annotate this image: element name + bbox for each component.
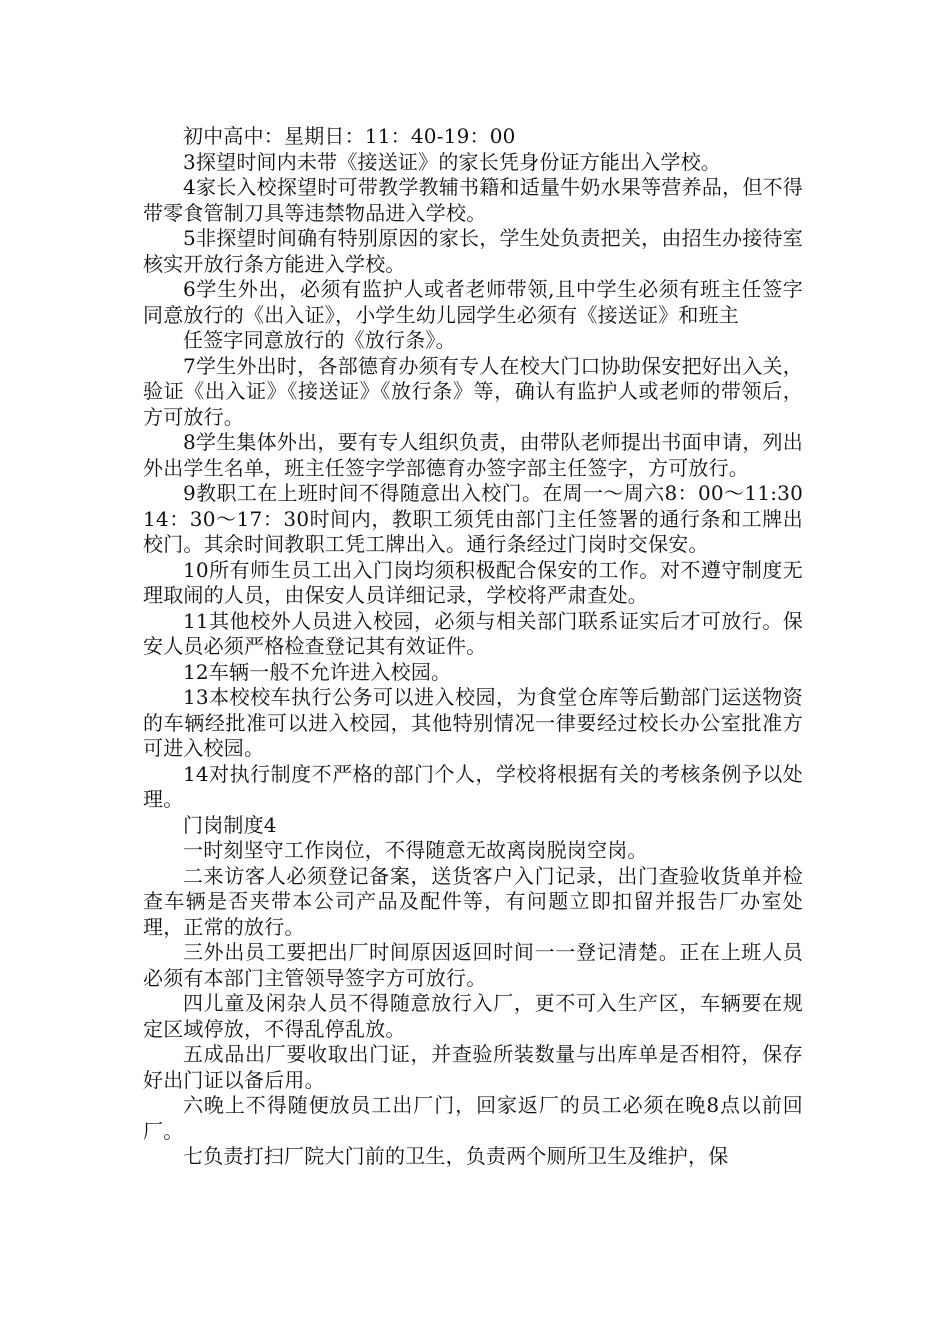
paragraph-rule-4: 4家长入校探望时可带教学教辅书籍和适量牛奶水果等营养品，但不得带零食管制刀具等违禁物品进入学校。 bbox=[143, 175, 803, 225]
paragraph-rule-12: 12车辆一般不允许进入校园。 bbox=[183, 659, 452, 684]
paragraph-rule-10: 10所有师生员工出入门岗均须积极配合保安的工作。对不遵守制度无理取闹的人员，由保安人员详细记录，学校将严肃查处。 bbox=[143, 557, 803, 607]
section-heading: 门岗制度4 bbox=[183, 812, 277, 837]
paragraph-visit-hours: 初中高中：星期日：11：40-19：00 bbox=[183, 124, 516, 148]
paragraph-rule-3: 3探望时间内未带《接送证》的家长凭身份证方能出入学校。 bbox=[183, 149, 722, 174]
paragraph-rule-7: 7学生外出时，各部德育办须有专人在校大门口协助保安把好出入关，验证《出入证》《接送证》《放行条》等，确认有监护人或老师的带领后，方可放行。 bbox=[143, 353, 803, 429]
paragraph-item-3: 三外出员工要把出厂时间原因返回时间一一登记清楚。正在上班人员必须有本部门主管领导签字方可放行。 bbox=[143, 940, 803, 990]
paragraph-item-5: 五成品出厂要收取出门证，并查验所装数量与出库单是否相符，保存好出门证以备后用。 bbox=[143, 1042, 803, 1092]
paragraph-rule-5: 5非探望时间确有特别原因的家长，学生处负责把关，由招生办接待室核实开放行条方能进入学校。 bbox=[143, 226, 803, 276]
paragraph-rule-14: 14对执行制度不严格的部门个人，学校将根据有关的考核条例予以处理。 bbox=[143, 761, 803, 811]
paragraph-item-7: 七负责打扫厂院大门前的卫生，负责两个厕所卫生及维护，保 bbox=[183, 1144, 729, 1168]
paragraph-rule-9: 9教职工在上班时间不得随意出入校门。在周一～周六8：00～11:3014：30～17：30时间内，教职工须凭由部门主任签署的通行条和工牌出校门。其余时间教职工凭工牌出入。通行条经过门岗时交保安。 bbox=[143, 481, 803, 556]
paragraph-rule-11: 11其他校外人员进入校园，必须与相关部门联系证实后才可放行。保安人员必须严格检查登记其有效证件。 bbox=[143, 608, 803, 658]
paragraph-item-1: 一时刻坚守工作岗位，不得随意无故离岗脱岗空岗。 bbox=[183, 838, 648, 862]
paragraph-rule-6-cont: 任签字同意放行的《放行条》。 bbox=[183, 328, 456, 352]
paragraph-rule-8: 8学生集体外出，要有专人组织负责，由带队老师提出书面申请，列出外出学生名单，班主任签字学部德育办签字部主任签字，方可放行。 bbox=[143, 430, 803, 480]
document-body bbox=[143, 124, 803, 1170]
paragraph-item-2: 二来访客人必须登记备案，送货客户入门记录，出门查验收货单并检查车辆是否夹带本公司产品及配件等，有问题立即扣留并报告厂办室处理，正常的放行。 bbox=[143, 863, 803, 939]
paragraph-rule-6: 6学生外出，必须有监护人或者老师带领,且中学生必须有班主任签字同意放行的《出入证》，小学生幼儿园学生必须有《接送证》和班主 bbox=[143, 277, 803, 327]
paragraph-item-4: 四儿童及闲杂人员不得随意放行入厂，更不可入生产区，车辆要在规定区域停放，不得乱停乱放。 bbox=[143, 991, 803, 1041]
paragraph-item-6: 六晚上不得随便放员工出厂门，回家返厂的员工必须在晚8点以前回厂。 bbox=[143, 1093, 803, 1143]
paragraph-rule-13: 13本校校车执行公务可以进入校园，为食堂仓库等后勤部门运送物资的车辆经批准可以进入校园，其他特别情况一律要经过校长办公室批准方可进入校园。 bbox=[143, 685, 803, 760]
